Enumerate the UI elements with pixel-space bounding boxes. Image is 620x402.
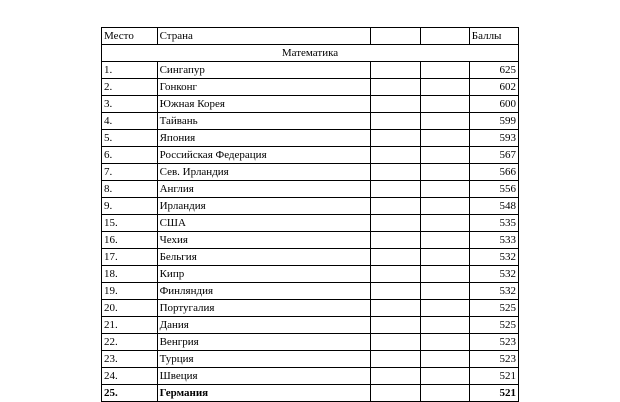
table-row <box>102 317 519 334</box>
row-extra-1 <box>371 79 420 96</box>
row-extra-1 <box>371 351 420 368</box>
row-place: 23. <box>102 351 158 368</box>
table-row <box>102 334 519 351</box>
row-extra-2 <box>420 351 469 368</box>
table-row <box>102 198 519 215</box>
table-row <box>102 300 519 317</box>
row-extra-2 <box>420 300 469 317</box>
row-place: 19. <box>102 283 158 300</box>
table-row <box>102 232 519 249</box>
row-place: 7. <box>102 164 158 181</box>
row-place: 17. <box>102 249 158 266</box>
row-extra-1 <box>371 96 420 113</box>
row-extra-1 <box>371 300 420 317</box>
row-extra-2 <box>420 181 469 198</box>
results-sheet <box>101 27 519 402</box>
row-country: Кипр <box>157 266 371 283</box>
row-extra-1 <box>371 198 420 215</box>
row-place: 25. <box>102 385 158 402</box>
row-extra-1 <box>371 130 420 147</box>
row-score: 533 <box>469 232 518 249</box>
row-score: 625 <box>469 62 518 79</box>
row-extra-2 <box>420 96 469 113</box>
table-row <box>102 368 519 385</box>
row-country: Финляндия <box>157 283 371 300</box>
row-extra-2 <box>420 62 469 79</box>
row-country: Англия <box>157 181 371 198</box>
row-score: 525 <box>469 300 518 317</box>
row-extra-2 <box>420 232 469 249</box>
row-extra-2 <box>420 266 469 283</box>
table-row <box>102 62 519 79</box>
header-extra-1 <box>371 28 420 45</box>
table-row <box>102 385 519 402</box>
row-place: 15. <box>102 215 158 232</box>
row-extra-2 <box>420 113 469 130</box>
row-place: 4. <box>102 113 158 130</box>
table-row <box>102 249 519 266</box>
row-place: 16. <box>102 232 158 249</box>
row-extra-1 <box>371 113 420 130</box>
row-extra-1 <box>371 181 420 198</box>
row-country: Сингапур <box>157 62 371 79</box>
row-extra-2 <box>420 368 469 385</box>
row-score: 593 <box>469 130 518 147</box>
table-row <box>102 164 519 181</box>
row-extra-2 <box>420 249 469 266</box>
row-place: 5. <box>102 130 158 147</box>
row-country: Гонконг <box>157 79 371 96</box>
row-extra-1 <box>371 232 420 249</box>
row-country: Япония <box>157 130 371 147</box>
row-place: 9. <box>102 198 158 215</box>
row-place: 2. <box>102 79 158 96</box>
row-score: 521 <box>469 385 518 402</box>
row-extra-2 <box>420 79 469 96</box>
header-country: Страна <box>157 28 371 45</box>
row-place: 21. <box>102 317 158 334</box>
table-row <box>102 181 519 198</box>
header-extra-2 <box>420 28 469 45</box>
row-score: 525 <box>469 317 518 334</box>
row-extra-1 <box>371 385 420 402</box>
row-country: Португалия <box>157 300 371 317</box>
table-row <box>102 215 519 232</box>
row-extra-1 <box>371 62 420 79</box>
row-country: Бельгия <box>157 249 371 266</box>
row-country: Южная Корея <box>157 96 371 113</box>
row-score: 532 <box>469 249 518 266</box>
results-table <box>101 27 519 402</box>
row-score: 566 <box>469 164 518 181</box>
row-country: Сев. Ирландия <box>157 164 371 181</box>
row-score: 602 <box>469 79 518 96</box>
row-extra-1 <box>371 368 420 385</box>
row-extra-2 <box>420 130 469 147</box>
row-score: 556 <box>469 181 518 198</box>
row-extra-2 <box>420 385 469 402</box>
table-row <box>102 351 519 368</box>
row-country: Швеция <box>157 368 371 385</box>
table-row <box>102 130 519 147</box>
row-score: 567 <box>469 147 518 164</box>
table-row <box>102 147 519 164</box>
row-score: 535 <box>469 215 518 232</box>
row-extra-1 <box>371 266 420 283</box>
row-score: 521 <box>469 368 518 385</box>
row-country: Чехия <box>157 232 371 249</box>
row-score: 600 <box>469 96 518 113</box>
row-country: Российская Федерация <box>157 147 371 164</box>
row-score: 548 <box>469 198 518 215</box>
row-extra-2 <box>420 164 469 181</box>
section-title: Математика <box>102 45 519 62</box>
row-extra-2 <box>420 215 469 232</box>
row-extra-2 <box>420 334 469 351</box>
row-extra-1 <box>371 164 420 181</box>
row-place: 6. <box>102 147 158 164</box>
row-country: Тайвань <box>157 113 371 130</box>
row-place: 1. <box>102 62 158 79</box>
section-row <box>102 45 519 62</box>
row-extra-1 <box>371 334 420 351</box>
row-score: 523 <box>469 334 518 351</box>
row-score: 532 <box>469 266 518 283</box>
row-country: Турция <box>157 351 371 368</box>
table-row <box>102 96 519 113</box>
row-country: Дания <box>157 317 371 334</box>
row-extra-1 <box>371 249 420 266</box>
header-row <box>102 28 519 45</box>
row-place: 22. <box>102 334 158 351</box>
row-extra-2 <box>420 283 469 300</box>
row-country: Германия <box>157 385 371 402</box>
row-extra-2 <box>420 147 469 164</box>
row-place: 18. <box>102 266 158 283</box>
row-place: 8. <box>102 181 158 198</box>
row-place: 20. <box>102 300 158 317</box>
row-extra-1 <box>371 147 420 164</box>
row-score: 599 <box>469 113 518 130</box>
table-row <box>102 113 519 130</box>
row-extra-2 <box>420 198 469 215</box>
row-score: 532 <box>469 283 518 300</box>
row-extra-1 <box>371 215 420 232</box>
header-score: Баллы <box>469 28 518 45</box>
row-country: Ирландия <box>157 198 371 215</box>
row-country: США <box>157 215 371 232</box>
row-place: 3. <box>102 96 158 113</box>
table-row <box>102 266 519 283</box>
row-extra-2 <box>420 317 469 334</box>
row-score: 523 <box>469 351 518 368</box>
row-place: 24. <box>102 368 158 385</box>
row-extra-1 <box>371 317 420 334</box>
table-row <box>102 283 519 300</box>
row-country: Венгрия <box>157 334 371 351</box>
row-extra-1 <box>371 283 420 300</box>
table-row <box>102 79 519 96</box>
header-place: Место <box>102 28 158 45</box>
